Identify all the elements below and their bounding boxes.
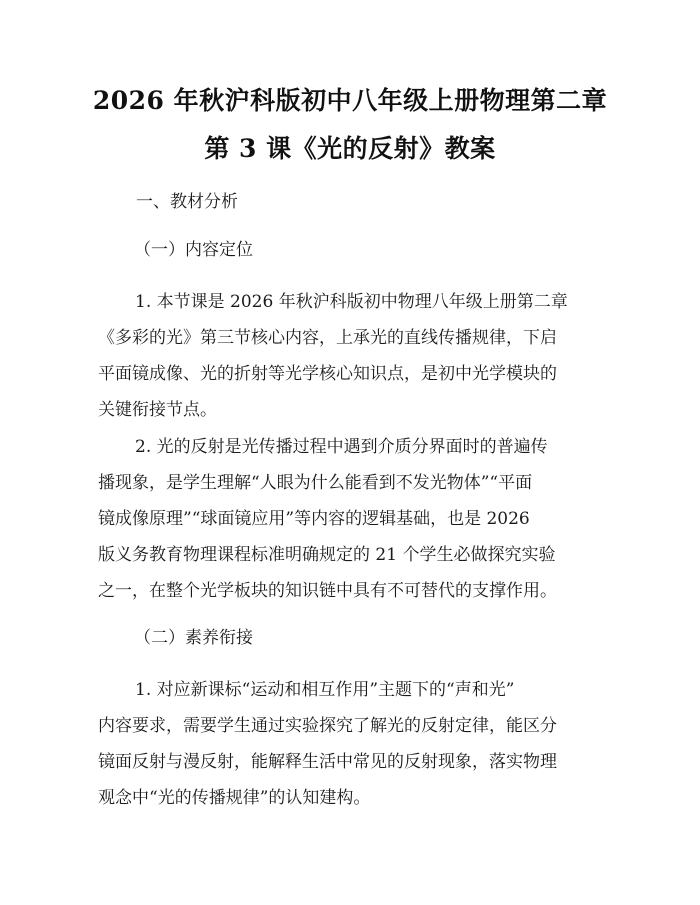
paragraph-2 bbox=[98, 429, 600, 609]
paragraph-1 bbox=[98, 284, 600, 428]
paragraph-line: 2. 光的反射是光传播过程中遇到介质分界面时的普遍传 bbox=[135, 437, 548, 457]
paragraph-line: 内容要求，需要学生通过实验探究了解光的反射定律，能区分 bbox=[98, 716, 557, 736]
subsection-heading-content-positioning: （一）内容定位 bbox=[134, 240, 253, 260]
paragraph-line: 1. 本节课是 2026 年秋沪科版初中物理八年级上册第二章 bbox=[135, 292, 568, 312]
document-title-line-1: 2026 年秋沪科版初中八年级上册物理第二章 bbox=[92, 86, 608, 115]
paragraph-line: 镜面反射与漫反射，能解释生活中常见的反射现象，落实物理 bbox=[98, 752, 557, 772]
subsection-heading-literacy-connection: （二）素养衔接 bbox=[134, 628, 253, 648]
paragraph-line: 之一，在整个光学板块的知识链中具有不可替代的支撑作用。 bbox=[98, 581, 557, 601]
paragraph-line: 关键衔接节点。 bbox=[98, 400, 217, 420]
paragraph-line: 平面镜成像、光的折射等光学核心知识点，是初中光学模块的 bbox=[98, 364, 557, 384]
document-title-line-2: 第 3 课《光的反射》教案 bbox=[204, 134, 496, 163]
paragraph-line: 1. 对应新课标“运动和相互作用”主题下的“声和光” bbox=[135, 680, 515, 700]
paragraph-line: 观念中“光的传播规律”的认知建构。 bbox=[98, 788, 371, 808]
paragraph-line: 版义务教育物理课程标准明确规定的 21 个学生必做探究实验 bbox=[98, 545, 556, 565]
section-heading-textbook-analysis: 一、教材分析 bbox=[136, 192, 238, 212]
paragraph-line: 播现象，是学生理解“人眼为什么能看到不发光物体”“平面 bbox=[98, 473, 533, 493]
paragraph-line: 镜成像原理”“球面镜应用”等内容的逻辑基础，也是 2026 bbox=[98, 509, 530, 529]
paragraph-line: 《多彩的光》第三节核心内容，上承光的直线传播规律，下启 bbox=[98, 328, 557, 348]
paragraph-3 bbox=[98, 672, 600, 816]
